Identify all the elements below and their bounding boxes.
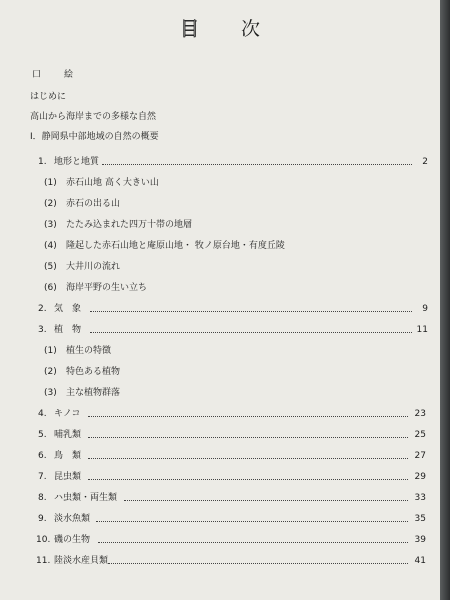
toc-entry-label: 植 物: [54, 325, 82, 335]
toc-entry-label: 主な植物群落: [66, 388, 121, 398]
toc-entry-page: 11: [416, 325, 428, 335]
toc-entry-number: 9.: [38, 514, 47, 524]
toc-entry-label: 海岸平野の生い立ち: [66, 283, 148, 293]
toc-entry-label: 隆起した赤石山地と庵原山地・ 牧ノ原台地・有度丘陵: [66, 241, 285, 251]
toc-entry-label: キノコ: [54, 409, 81, 419]
title-char-ji: 次: [241, 18, 261, 40]
leader-dots: [90, 311, 412, 312]
toc-entry-number: 4.: [38, 409, 47, 419]
toc-entry-number: 8.: [38, 493, 47, 503]
toc-entry-label: たたみ込まれた四万十帯の地層: [66, 220, 193, 230]
toc-entry-page: 25: [414, 430, 426, 440]
toc-entry: [38, 303, 430, 315]
toc-subentry: [44, 240, 424, 252]
toc-subentry: [44, 261, 424, 273]
toc-entry-number: (3): [44, 220, 57, 230]
toc-entry-number: 5.: [38, 430, 47, 440]
toc-entry-number: 10.: [36, 535, 51, 545]
toc-entry: [38, 324, 430, 336]
toc-entry-page: 33: [414, 493, 426, 503]
toc-subentry: [44, 177, 424, 189]
page-title: [0, 14, 440, 41]
toc-entry: [38, 450, 430, 462]
leader-dots: [96, 521, 408, 522]
toc-entry-number: (4): [44, 241, 57, 251]
leader-dots: [88, 416, 408, 417]
toc-entry-number: (1): [44, 178, 57, 188]
leader-dots: [98, 542, 408, 543]
leader-dots: [88, 437, 408, 438]
toc-entry-label: ハ虫類・両生類: [54, 493, 118, 503]
toc-entry: [38, 408, 430, 420]
toc-entry-number: 1.: [38, 157, 47, 167]
toc-entry: [36, 534, 430, 546]
toc-entry-label: 赤石の出る山: [66, 199, 121, 209]
toc-entry-number: (2): [44, 367, 57, 377]
toc-entry-number: (6): [44, 283, 57, 293]
toc-entry-label: 淡水魚類: [54, 514, 91, 524]
leader-dots: [90, 332, 412, 333]
toc-entry-page: 41: [414, 556, 426, 566]
leader-dots: [88, 479, 408, 480]
toc-entry-label: 植生の特徴: [66, 346, 112, 356]
toc-entry-label: 昆虫類: [54, 472, 82, 482]
toc-entry-label: 赤石山地 高く大きい山: [66, 178, 159, 188]
toc-entry-label: 大井川の流れ: [66, 262, 121, 272]
toc-entry: [38, 156, 430, 168]
toc-entry-number: (3): [44, 388, 57, 398]
toc-entry-label: 鳥 類: [54, 451, 82, 461]
toc-entry: [38, 471, 430, 483]
toc-subentry: [44, 219, 424, 231]
toc-entry: [38, 492, 430, 504]
toc-entry-page: 9: [422, 304, 428, 314]
toc-entry: [38, 429, 430, 441]
front-item-frontispiece: 口 絵: [32, 70, 81, 80]
toc-entry-number: 3.: [38, 325, 47, 335]
leader-dots: [108, 563, 408, 564]
leader-dots: [102, 164, 412, 165]
toc-entry-page: 29: [414, 472, 426, 482]
toc-entry-number: 6.: [38, 451, 47, 461]
toc-entry-label: 特色ある植物: [66, 367, 121, 377]
toc-subentry: [44, 282, 424, 294]
toc-entry-page: 39: [414, 535, 426, 545]
toc-entry-label: 陸淡水産貝類: [54, 556, 109, 566]
toc-subentry: [44, 345, 424, 357]
toc-entry: [36, 555, 430, 567]
adjacent-page-edge: [440, 0, 450, 600]
toc-entry-number: 11.: [36, 556, 51, 566]
toc-subentry: [44, 387, 424, 399]
toc-entry-label: 磯の生物: [54, 535, 91, 545]
toc-entry: [38, 513, 430, 525]
toc-entry-number: 7.: [38, 472, 47, 482]
toc-entry-number: (5): [44, 262, 57, 272]
toc-entry-page: 35: [414, 514, 426, 524]
toc-entry-label: 哺乳類: [54, 430, 82, 440]
toc-entry-number: (2): [44, 199, 57, 209]
toc-entry-label: 地形と地質: [54, 157, 100, 167]
front-item-part-1: Ⅰ．静岡県中部地域の自然の概要: [30, 132, 159, 142]
toc-entry-page: 23: [414, 409, 426, 419]
leader-dots: [88, 458, 408, 459]
toc-entry-number: 2.: [38, 304, 47, 314]
toc-entry-number: (1): [44, 346, 57, 356]
toc-entry-page: 2: [422, 157, 428, 167]
front-item-introduction: はじめに: [30, 92, 67, 102]
front-item-overview-essay: 高山から海岸までの多様な自然: [30, 112, 157, 122]
toc-entry-page: 27: [414, 451, 426, 461]
leader-dots: [124, 500, 408, 501]
title-char-moku: 目: [179, 18, 199, 40]
toc-subentry: [44, 366, 424, 378]
toc-subentry: [44, 198, 424, 210]
toc-entry-label: 気 象: [54, 304, 82, 314]
